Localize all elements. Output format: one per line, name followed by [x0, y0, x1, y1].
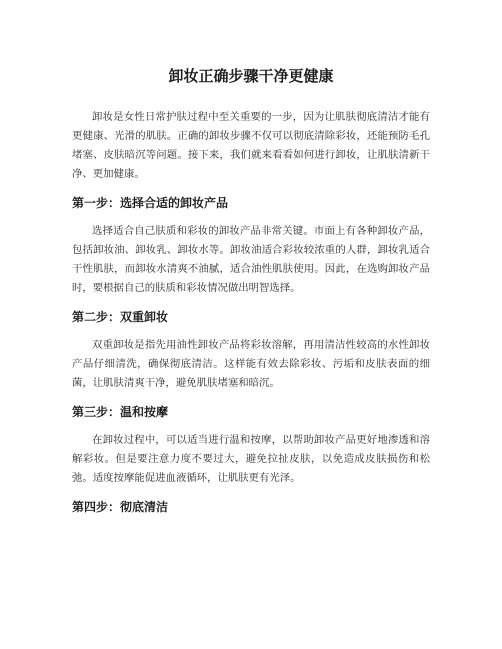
section-heading-step-3: 第三步：温和按摩	[72, 405, 169, 419]
intro-paragraph: 卸妆是女性日常护肤过程中至关重要的一步，因为让肌肤彻底清洁才能有更健康、光滑的肌肤。正确的卸妆步骤不仅可以彻底清除彩妆，还能预防毛孔堵塞、皮肤暗沉等问题。接下来，我们就来看看如何进行卸妆，让肌肤清新干净、更加健康。	[72, 111, 430, 180]
section-heading-step-4: 第四步：彻底清洁	[72, 500, 169, 514]
document-title: 卸妆正确步骤干净更健康	[168, 67, 334, 85]
section-body-step-3: 在卸妆过程中，可以适当进行温和按摩，以帮助卸妆产品更好地渗透和溶解彩妆。但是要注意力度不要过大，避免拉扯皮肤，以免造成皮肤损伤和松弛。适度按摩能促进血液循环，让肌肤更有光泽。	[72, 434, 430, 484]
section-body-step-2: 双重卸妆是指先用油性卸妆产品将彩妆溶解，再用清洁性较高的水性卸妆产品仔细清洗，确保彻底清洁。这样能有效去除彩妆、污垢和皮肤表面的细菌，让肌肤清爽干净，避免肌肤堵塞和暗沉。	[72, 339, 430, 389]
section-body-step-1: 选择适合自己肤质和彩妆的卸妆产品非常关键。市面上有各种卸妆产品，包括卸妆油、卸妆乳、卸妆水等。卸妆油适合彩妆较浓重的人群，卸妆乳适合干性肌肤，而卸妆水清爽不油腻，适合油性肌肤使用。因此，在选购卸妆产品时，要根据自己的肤质和彩妆情况做出明智选择。	[72, 225, 430, 294]
section-heading-step-2: 第二步：双重卸妆	[72, 310, 169, 324]
section-heading-step-1: 第一步：选择合适的卸妆产品	[72, 196, 229, 210]
